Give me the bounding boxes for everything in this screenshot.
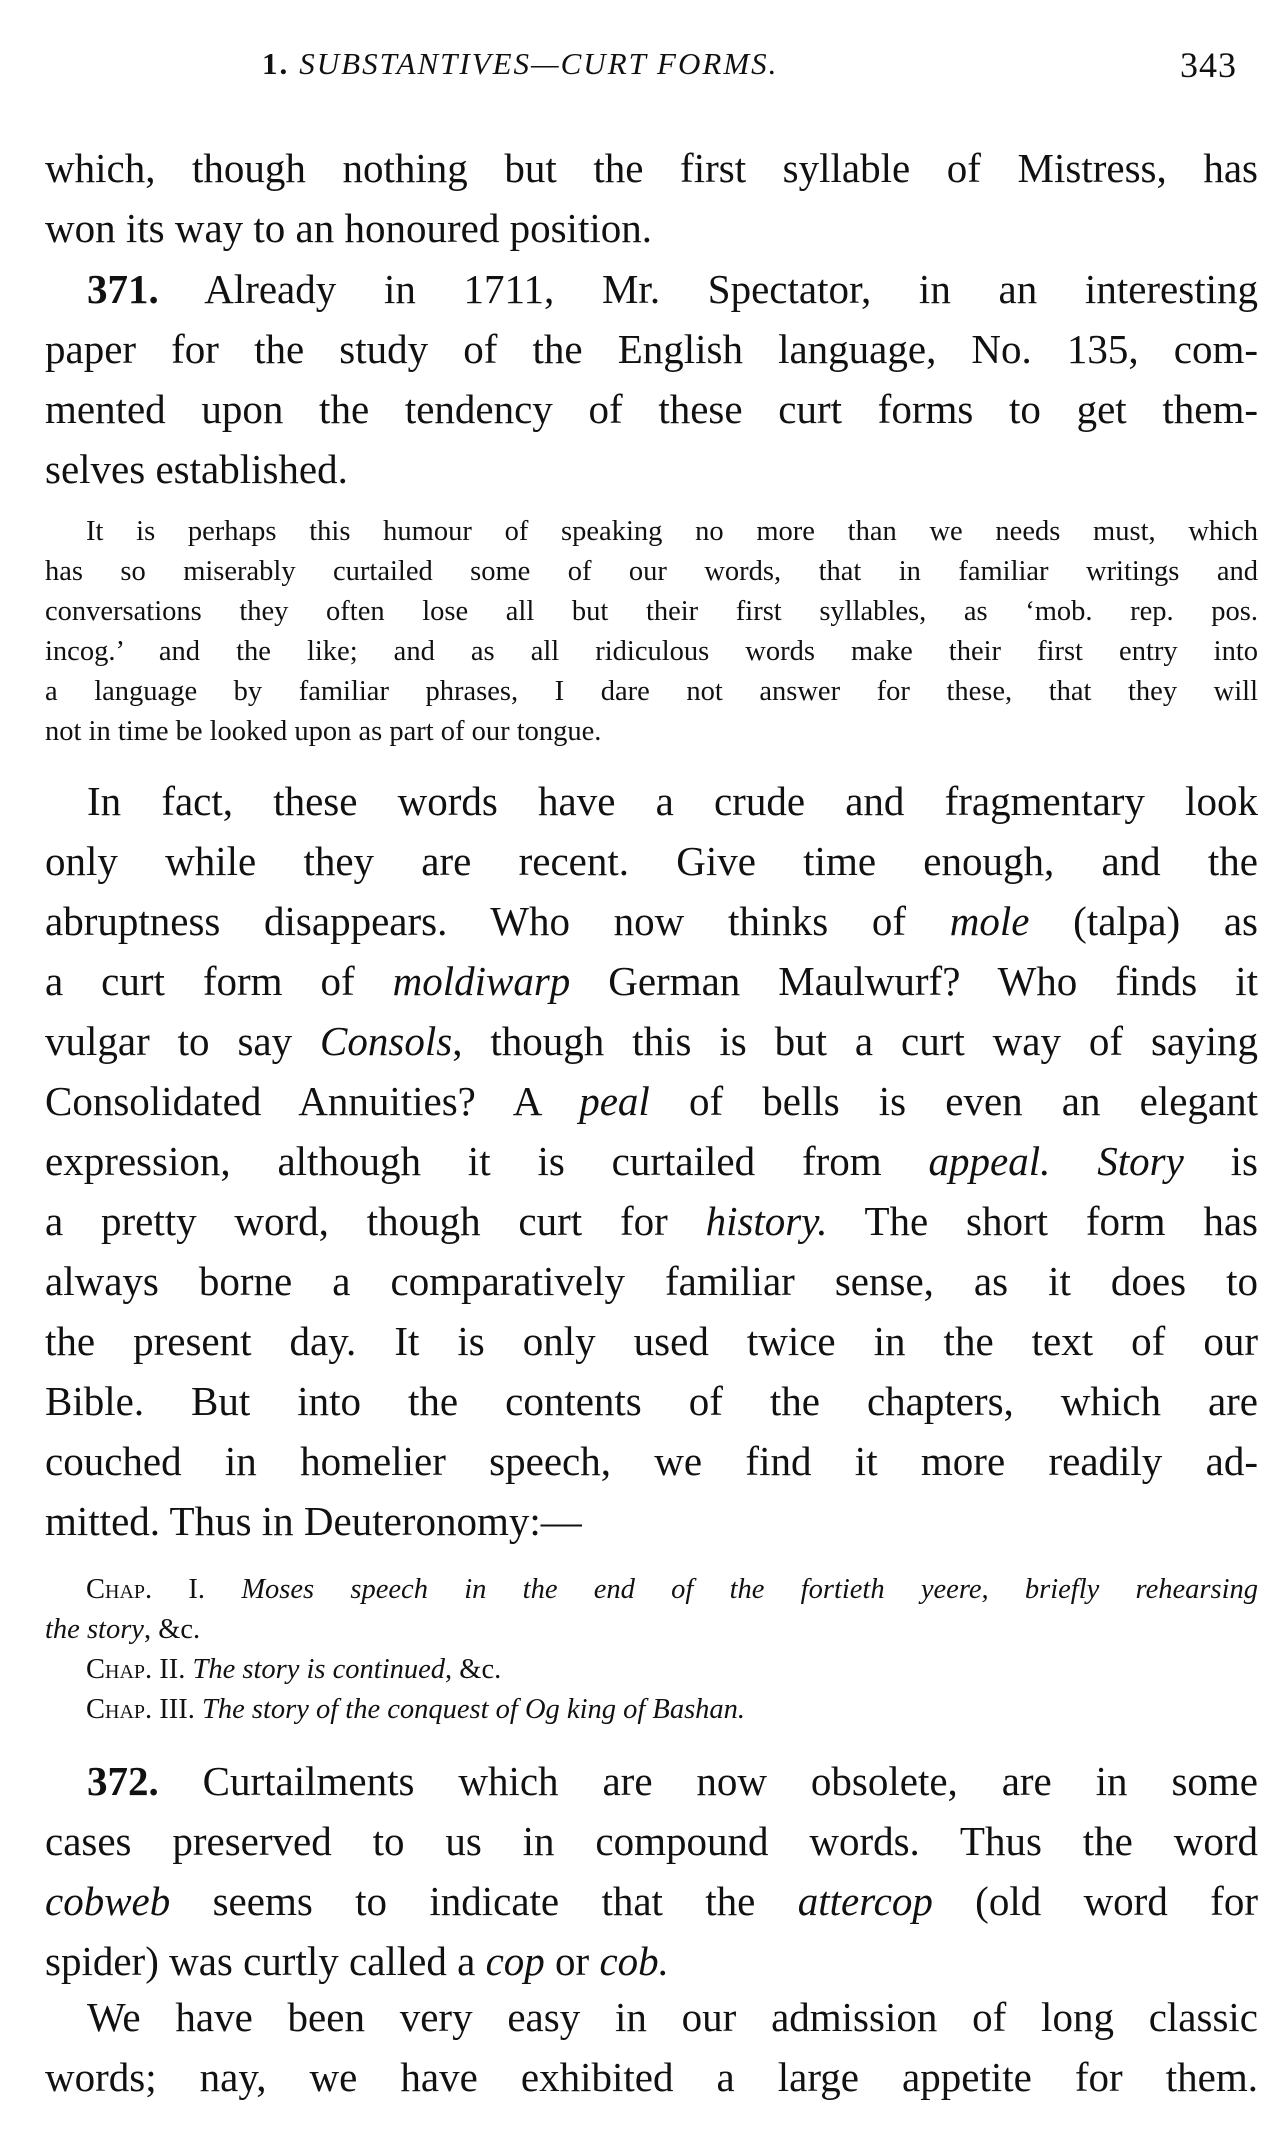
text-line: [45, 592, 1258, 632]
chapter-label: Chap.: [86, 1574, 153, 1605]
italic-text: history.: [705, 1198, 828, 1244]
text-run: is: [1183, 1138, 1259, 1184]
paragraph-372: [45, 1751, 1258, 1991]
text-line: [45, 951, 1258, 1011]
text-run: paper for the study of the English language, No. 135, com-: [45, 326, 1258, 372]
italic-text: mole: [949, 898, 1030, 944]
text-line: [45, 1931, 1258, 1991]
italic-text: cobweb: [45, 1878, 171, 1924]
italic-text: attercop: [797, 1878, 933, 1924]
text-run: mitted. Thus in Deuteronomy:—: [45, 1498, 582, 1544]
text-run: , &c.: [445, 1654, 502, 1685]
text-run: We have been very easy in our admission of long classic: [87, 1994, 1258, 2040]
text-line: [45, 1610, 1258, 1650]
text-run: of bells is even an elegant: [649, 1078, 1258, 1124]
text-line: [86, 1650, 1258, 1690]
text-run: cases preserved to us in compound words. Thus the word: [45, 1818, 1258, 1864]
deuteronomy-chapter-list: [45, 1570, 1258, 1730]
text-run: [1050, 1138, 1097, 1184]
text-line: [45, 138, 1258, 198]
text-run: couched in homelier speech, we find it more readily ad-: [45, 1438, 1258, 1484]
text-line: [45, 891, 1258, 951]
text-run: has so miserably curtailed some of our words, that in familiar writings and: [45, 556, 1258, 587]
text-line: [45, 319, 1258, 379]
paragraph-classic-words: [45, 1987, 1258, 2107]
text-line: [45, 1011, 1258, 1071]
italic-text: Consols: [320, 1018, 453, 1064]
text-run: always borne a comparatively familiar sense, as it does to: [45, 1258, 1258, 1304]
text-line: [86, 1690, 1258, 1730]
italic-text: The story of the conquest of Og king of Bashan.: [202, 1694, 746, 1725]
text-run: abruptness disappears. Who now thinks of: [45, 898, 950, 944]
quotation-spectator: [45, 512, 1258, 752]
italic-text: appeal.: [928, 1138, 1051, 1184]
text-run: mented upon the tendency of these curt forms to get them-: [45, 386, 1258, 432]
text-line: [45, 1811, 1258, 1871]
section-title: SUBSTANTIVES—CURT FORMS.: [299, 46, 779, 81]
text-line: [45, 632, 1258, 672]
text-run: III.: [152, 1694, 203, 1725]
text-run: a language by familiar phrases, I dare not answer for these, that they will: [45, 676, 1258, 707]
text-line: [45, 1251, 1258, 1311]
text-line: [45, 1131, 1258, 1191]
text-line: [86, 1570, 1258, 1610]
text-run: , though this is but a curt way of saying: [452, 1018, 1259, 1064]
text-line: [45, 1871, 1258, 1931]
paragraph-in-fact: [45, 771, 1258, 1551]
chapter-label: Chap.: [86, 1694, 153, 1725]
text-run: conversations they often lose all but their first syllables, as ‘mob. rep. pos.: [45, 596, 1258, 627]
text-run: spider) was curtly called a: [45, 1938, 486, 1984]
text-line: [45, 1191, 1258, 1251]
text-run: a curt form of: [45, 958, 393, 1004]
text-run: Curtailments which are now obsolete, are in some: [158, 1758, 1258, 1804]
text-run: which, though nothing but the first syllable of Mistress, has: [45, 145, 1258, 191]
italic-text: cob.: [599, 1938, 669, 1984]
text-run: words; nay, we have exhibited a large appetite for them.: [45, 2054, 1258, 2100]
text-run: Bible. But into the contents of the chapters, which are: [45, 1378, 1258, 1424]
text-run: Consolidated Annuities? A: [45, 1078, 580, 1124]
text-line: [45, 259, 1258, 319]
text-run: a pretty word, though curt for: [45, 1198, 706, 1244]
text-run: German Maulwurf? Who finds it: [570, 958, 1258, 1004]
text-line: [86, 512, 1258, 552]
text-run: , &c.: [143, 1614, 201, 1645]
text-run: not in time be looked upon as part of our tongue.: [45, 716, 602, 747]
italic-text: Story: [1097, 1138, 1184, 1184]
chapter-label: Chap.: [86, 1654, 153, 1685]
text-run: only while they are recent. Give time enough, and the: [45, 838, 1258, 884]
text-run: seems to indicate that the: [170, 1878, 798, 1924]
text-line: [45, 831, 1258, 891]
text-line: [45, 1751, 1258, 1811]
text-run: or: [544, 1938, 600, 1984]
italic-text: The story is continued: [192, 1654, 446, 1685]
italic-text: cop: [485, 1938, 545, 1984]
italic-text: Moses speech in the end of the fortieth yeere, briefly rehearsing: [241, 1574, 1258, 1605]
text-run: It is perhaps this humour of speaking no more than we needs must, which: [86, 516, 1258, 547]
paragraph-number: 371.: [87, 266, 159, 312]
paragraph-371: [45, 259, 1258, 499]
text-line: [45, 1431, 1258, 1491]
text-run: won its way to an honoured position.: [45, 205, 652, 251]
italic-text: moldiwarp: [392, 958, 571, 1004]
text-run: incog.’ and the like; and as all ridiculous words make their first entry into: [45, 636, 1258, 667]
text-line: [45, 672, 1258, 712]
text-line: [45, 712, 1258, 752]
text-run: selves established.: [45, 446, 348, 492]
paragraph-mistress: [45, 138, 1258, 258]
text-line: [45, 2047, 1258, 2107]
page-number: 343: [1180, 45, 1237, 85]
text-run: In fact, these words have a crude and fragmentary look: [87, 778, 1258, 824]
text-line: [45, 552, 1258, 592]
text-run: The short form has: [827, 1198, 1258, 1244]
text-line: [45, 198, 1258, 258]
text-run: Already in 1711, Mr. Spectator, in an interesting: [158, 266, 1258, 312]
paragraph-number: 372.: [87, 1758, 159, 1804]
section-number: 1.: [262, 46, 290, 81]
text-run: I.: [152, 1574, 242, 1605]
text-line: [45, 1987, 1258, 2047]
text-line: [45, 1371, 1258, 1431]
text-run: the present day. It is only used twice in the text of our: [45, 1318, 1258, 1364]
running-header: [262, 46, 778, 82]
text-line: [45, 1071, 1258, 1131]
text-run: expression, although it is curtailed from: [45, 1138, 929, 1184]
text-line: [45, 771, 1258, 831]
text-line: [45, 1491, 1258, 1551]
text-line: [45, 1311, 1258, 1371]
text-run: (old word for: [932, 1878, 1258, 1924]
text-line: [45, 379, 1258, 439]
italic-text: peal: [579, 1078, 650, 1124]
text-run: (talpa) as: [1029, 898, 1259, 944]
text-run: II.: [152, 1654, 193, 1685]
text-line: [45, 439, 1258, 499]
text-run: vulgar to say: [45, 1018, 321, 1064]
italic-text: the story: [45, 1614, 144, 1645]
